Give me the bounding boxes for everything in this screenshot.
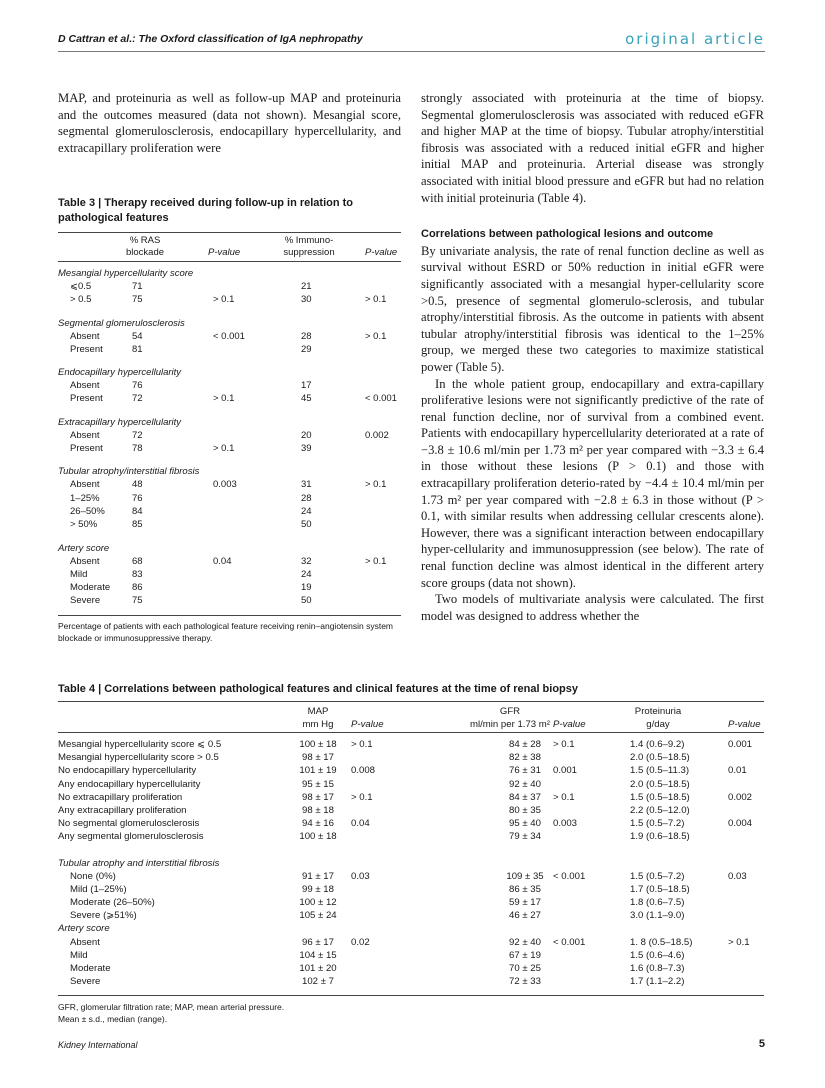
table-row [58, 344, 401, 357]
table-cell: 59 ± 17 [509, 897, 541, 909]
table-cell: < 0.001 [553, 936, 586, 948]
table-cell: 95 ± 40 [509, 818, 541, 830]
table-4-footnote-1: GFR, glomerular filtration rate; MAP, mean arterial pressure. [58, 1002, 285, 1013]
table-cell: 21 [301, 281, 312, 292]
table-cell: 98 ± 17 [302, 752, 334, 764]
table-cell: 102 ± 7 [302, 976, 334, 988]
table-cell: 0.03 [728, 870, 747, 882]
table-cell: 1.5 (0.5–7.2) [630, 818, 685, 830]
table-cell: 31 [301, 479, 312, 491]
table-3-header-pvalue-2: P-value [365, 247, 398, 258]
table-cell: > 0.1 [351, 791, 373, 803]
paragraph-4: Two models of multivariate analysis were calculated. The first model was designed to address whether the [421, 592, 764, 623]
table-cell: 84 [132, 505, 143, 517]
table-cell: 19 [301, 582, 312, 594]
table-row [58, 950, 764, 963]
table-cell: > 0.1 [553, 791, 575, 803]
table-cell: 95 ± 15 [302, 778, 334, 790]
table-row [58, 595, 401, 608]
table-cell: 0.001 [553, 765, 578, 777]
table-row [58, 831, 764, 844]
table-cell: 72 [132, 429, 143, 441]
table-cell: 83 [132, 568, 143, 580]
table-cell: 76 [132, 492, 143, 504]
table-row [58, 963, 764, 976]
table-cell: > 0.1 [365, 555, 387, 567]
table-cell: 78 [132, 443, 143, 455]
table-cell: 45 [301, 393, 312, 405]
table-4-header-pvalue-2: P-value [553, 719, 586, 730]
table-4-header-gfr-label: GFR [499, 706, 521, 717]
table-cell: No endocapillary hypercellularity [58, 765, 197, 777]
table-cell: 24 [301, 505, 312, 517]
table-row [58, 380, 401, 393]
table-cell: 100 ± 12 [299, 897, 337, 909]
table-cell: 0.02 [351, 936, 370, 948]
table-3-section-title: Extracapillary hypercellularity [58, 416, 182, 428]
table-cell: > 0.1 [213, 294, 235, 306]
table-cell: 29 [301, 343, 312, 355]
table-row [58, 897, 764, 910]
table-cell: Absent [70, 555, 100, 567]
table-cell: 68 [132, 555, 143, 567]
table-cell: 76 [132, 380, 143, 392]
table-cell: Severe (⩾51%) [70, 910, 137, 922]
table-4-footnote [58, 995, 764, 1025]
table-cell: Severe [70, 976, 101, 988]
table-cell: 17 [301, 380, 312, 392]
table-cell: 1.8 (0.6–7.5) [630, 897, 685, 909]
table-cell: 98 ± 17 [302, 791, 334, 803]
table-3 [58, 196, 401, 644]
table-cell: 1.7 (0.5–18.5) [630, 883, 690, 895]
table-cell: 0.04 [213, 555, 232, 567]
table-row [58, 430, 401, 443]
section-label: original article [625, 30, 765, 48]
table-cell: ⩽0.5 [70, 281, 92, 292]
table-cell: < 0.001 [213, 330, 245, 342]
table-cell: 92 ± 40 [509, 936, 541, 948]
table-cell: 48 [132, 479, 143, 491]
table-4 [58, 683, 764, 1025]
table-4-header-map [273, 705, 363, 731]
table-row [58, 556, 401, 569]
table-cell: 1. 8 (0.5–18.5) [630, 936, 693, 948]
table-cell: 1.5 (0.6–4.6) [630, 949, 685, 961]
table-cell: 0.003 [553, 818, 578, 830]
table-3-header-immuno: % Immuno-suppression [283, 235, 335, 258]
table-cell: 50 [301, 595, 312, 607]
table-cell: 1.5 (0.5–18.5) [630, 791, 690, 803]
table-cell: 82 ± 38 [509, 752, 541, 764]
paragraph-3: In the whole patient group, endocapillary and extra-capillary proliferative lesions were not significantly predictive of the rate of renal function decline, nor of survival from a combined event. Patients with endocapillary hypercellularity deteriorated at a rate of −3.8 ± 10.6 ml/min per 1.73 m² per year compared with −3.3 ± 6.4 in those without these lesions (P > 0.1) and those with extracapillary proliferation deterio-rated by −4.4 ± 10.4 ml/min per 1.73 m² per year compared with −2.8 ± 6.3 in those without (P > 0.1, with similar results when addressing cellular crescents alone). However, there was a significant interaction between endocapillary hyper-cellularity and immunosuppression (see below). The rate of renal function decline was almost identical in the different artery score groups (data not shown). [421, 376, 764, 590]
section-heading: Correlations between pathological lesions and outcome [421, 228, 714, 241]
table-3-header [58, 232, 401, 262]
table-cell: 101 ± 20 [299, 963, 337, 974]
table-row [58, 752, 764, 765]
table-4-caption: Table 4 | Correlations between pathological features and clinical features at the time of renal biopsy [58, 683, 579, 695]
table-cell: < 0.001 [365, 393, 397, 405]
table-cell: 1.7 (1.1–2.2) [630, 976, 685, 988]
table-4-footnote-2: Mean ± s.d., median (range). [58, 1014, 168, 1025]
table-row [58, 739, 764, 752]
table-cell: 72 [132, 393, 143, 405]
table-cell: 99 ± 18 [302, 883, 334, 895]
table-cell: Absent [70, 936, 100, 948]
table-4-header-map-unit: mm Hg [302, 719, 334, 730]
table-row [58, 871, 764, 884]
table-cell: Present [70, 393, 103, 405]
paragraph-1: strongly associated with proteinuria at the time of biopsy. Segmental glomerulosclerosis was associated with reduced eGFR and higher MAP at the time of biopsy. Tubular atrophy/interstitial fibrosis was associated with a reduced initial eGFR and higher initial MAP and proteinuria. Arterial disease was strongly associated with initial blood pressure and eGFR but had no relation with initial proteinuria (Table 4). [421, 91, 764, 205]
table-cell: < 0.001 [553, 870, 586, 882]
table-cell: 0.008 [351, 765, 376, 777]
running-head [58, 33, 363, 45]
table-cell: 105 ± 24 [299, 910, 337, 922]
right-column [421, 90, 764, 624]
table-cell: No extracapillary proliferation [58, 791, 183, 803]
table-3-body [58, 268, 401, 609]
table-3-footnote: Percentage of patients with each pathological feature receiving renin–angiotensin system blockade or immunosuppressive therapy. [58, 615, 401, 644]
table-cell: Absent [70, 479, 100, 491]
table-cell: Absent [70, 429, 100, 441]
table-4-header-prot-unit: g/day [646, 719, 670, 730]
table-cell: Moderate [70, 582, 111, 594]
table-4-header [58, 701, 764, 733]
running-head-author: D Cattran [58, 33, 106, 45]
table-cell: 91 ± 17 [302, 870, 334, 882]
table-row [58, 331, 401, 344]
table-cell: 2.0 (0.5–18.5) [630, 778, 690, 790]
table-3-section-title: Artery score [58, 542, 110, 554]
table-cell: 109 ± 35 [506, 870, 544, 882]
table-4-header-map-label: MAP [307, 706, 329, 717]
table-cell: Absent [70, 330, 100, 342]
table-row [58, 569, 401, 582]
header-rule [58, 51, 765, 52]
table-row [58, 479, 401, 492]
table-cell: 75 [132, 595, 143, 607]
table-cell: Mild (1–25%) [70, 883, 127, 895]
table-cell: 50 [301, 519, 312, 531]
table-cell: 1.6 (0.8–7.3) [630, 963, 685, 974]
table-cell: > 0.1 [365, 479, 387, 491]
table-cell: 75 [132, 294, 143, 306]
table-cell: 101 ± 19 [299, 765, 337, 777]
table-cell: No segmental glomerulosclerosis [58, 818, 200, 830]
table-cell: 0.002 [365, 429, 389, 441]
table-row [58, 294, 401, 307]
table-4-section-title: Artery score [58, 923, 110, 935]
paragraph-2: By univariate analysis, the rate of renal function decline as well as survival without ESRD or 50% reduction in initial eGFR were significantly associated with a mesangial hyper-cellularity score >0.5, presence of segmental glomerulo-sclerosis, and tubular atrophy/interstitial fibrosis. As the outcome in patients with absent tubular atrophy/interstitial fibrosis was identical to the 1–25% group, we merged these two categories to maximize statistical power (Table 5). [421, 243, 764, 374]
table-cell: Severe [70, 595, 101, 607]
table-cell: 96 ± 17 [302, 936, 334, 948]
table-3-section-title: Tubular atrophy/interstitial fibrosis [58, 466, 200, 478]
table-cell: 100 ± 18 [299, 831, 337, 843]
table-cell: 0.001 [728, 739, 753, 750]
table-cell: Any extracapillary proliferation [58, 804, 187, 816]
table-cell: 0.01 [728, 765, 747, 777]
table-cell: 98 ± 18 [302, 804, 334, 816]
table-cell: 1.5 (0.5–11.3) [630, 765, 690, 777]
table-cell: Moderate (26–50%) [70, 897, 155, 909]
table-cell: 2.2 (0.5–12.0) [630, 804, 690, 816]
table-4-header-prot-label: Proteinuria [634, 706, 682, 717]
table-cell: 0.002 [728, 791, 753, 803]
table-row [58, 582, 401, 595]
table-cell: 0.003 [213, 479, 237, 491]
table-cell: Moderate [70, 963, 111, 974]
table-cell: > 0.1 [213, 393, 235, 405]
table-3-section-title: Mesangial hypercellularity score [58, 268, 194, 279]
table-cell: Mild [70, 949, 88, 961]
table-cell: 104 ± 15 [299, 949, 337, 961]
table-cell: 3.0 (1.1–9.0) [630, 910, 685, 922]
table-cell: 20 [301, 429, 312, 441]
table-3-section-title: Segmental glomerulosclerosis [58, 317, 185, 329]
table-row [58, 818, 764, 831]
running-head-title: et al.: The Oxford classification of IgA nephropathy [105, 33, 363, 45]
table-row [58, 506, 401, 519]
table-row [58, 805, 764, 818]
table-cell: 0.03 [351, 870, 370, 882]
table-cell: 81 [132, 343, 143, 355]
table-row [58, 765, 764, 778]
table-cell: 92 ± 40 [509, 778, 541, 790]
table-cell: 84 ± 37 [509, 791, 541, 803]
table-cell: 32 [301, 555, 312, 567]
table-cell: 76 ± 31 [509, 765, 541, 777]
table-cell: Any endocapillary hypercellularity [58, 778, 201, 790]
table-row [58, 443, 401, 456]
table-cell: 100 ± 18 [299, 739, 337, 750]
journal-name: Kidney International [58, 1040, 138, 1050]
table-cell: 94 ± 16 [302, 818, 334, 830]
table-cell: > 0.1 [365, 294, 387, 306]
table-cell: 85 [132, 519, 143, 531]
table-row [58, 519, 401, 532]
table-cell: 80 ± 35 [509, 804, 541, 816]
table-cell: 84 ± 28 [509, 739, 541, 750]
table-cell: 1.5 (0.5–7.2) [630, 870, 685, 882]
table-row [58, 910, 764, 923]
table-4-header-pvalue-1: P-value [351, 719, 384, 730]
table-4-section-title: Tubular atrophy and interstitial fibrosis [58, 857, 220, 869]
table-cell: 24 [301, 568, 312, 580]
table-row [58, 393, 401, 406]
table-3-header-pvalue-1: P-value [208, 247, 241, 258]
table-cell: Present [70, 343, 103, 355]
table-3-header-ras: % RAS blockade [125, 235, 165, 258]
table-row [58, 493, 401, 506]
table-cell: > 50% [70, 519, 98, 531]
table-cell: > 0.1 [553, 739, 575, 750]
table-cell: Present [70, 443, 103, 455]
table-cell: 28 [301, 492, 312, 504]
table-cell: Any segmental glomerulosclerosis [58, 831, 204, 843]
table-cell: 0.04 [351, 818, 370, 830]
table-cell: 71 [132, 281, 143, 292]
table-3-caption: Table 3 | Therapy received during follow-up in relation to pathological features [58, 197, 354, 224]
table-4-header-gfr-unit: ml/min per 1.73 m² [470, 719, 550, 730]
table-cell: > 0.5 [70, 294, 92, 306]
table-cell: 79 ± 34 [509, 831, 541, 843]
table-cell: > 0.1 [351, 739, 373, 750]
table-cell: 39 [301, 443, 312, 455]
table-4-header-proteinuria [618, 705, 698, 731]
page-number: 5 [758, 1038, 765, 1050]
table-3-section-title: Endocapillary hypercellularity [58, 367, 182, 379]
table-cell: 1–25% [70, 492, 100, 504]
table-row [58, 937, 764, 950]
table-cell: > 0.1 [365, 330, 387, 342]
table-4-spacer [58, 845, 764, 858]
table-cell: 30 [301, 294, 312, 306]
table-row [58, 779, 764, 792]
table-cell: Mild [70, 568, 88, 580]
table-cell: > 0.1 [728, 936, 750, 948]
table-4-body [58, 733, 764, 989]
table-cell: Mesangial hypercellularity score > 0.5 [58, 752, 219, 764]
table-row [58, 792, 764, 805]
table-cell: 1.9 (0.6–18.5) [630, 831, 690, 843]
table-cell: 86 [132, 582, 143, 594]
left-column-paragraph: MAP, and proteinuria as well as follow-up MAP and proteinuria and the outcomes measured (data not shown). Mesangial score, segmental glomerulosclerosis, endocapillary hypercellularity, and extracapillary proliferation were [58, 91, 401, 155]
table-cell: 26–50% [70, 505, 105, 517]
table-row [58, 976, 764, 989]
table-cell: 70 ± 25 [509, 963, 541, 974]
table-cell: Mesangial hypercellularity score ⩽ 0.5 [58, 739, 222, 750]
table-cell: 2.0 (0.5–18.5) [630, 752, 690, 764]
table-cell: 28 [301, 330, 312, 342]
table-cell: None (0%) [70, 870, 116, 882]
table-cell: > 0.1 [213, 443, 235, 455]
table-cell: 46 ± 27 [509, 910, 541, 922]
table-cell: 72 ± 33 [509, 976, 541, 988]
table-row [58, 884, 764, 897]
table-4-header-pvalue-3: P-value [728, 719, 761, 730]
table-cell: 67 ± 19 [509, 949, 541, 961]
table-cell: Absent [70, 380, 100, 392]
table-cell: 86 ± 35 [509, 883, 541, 895]
table-cell: 54 [132, 330, 143, 342]
table-cell: 1.4 (0.6–9.2) [630, 739, 685, 750]
table-row [58, 281, 401, 294]
table-cell: 0.004 [728, 818, 753, 830]
